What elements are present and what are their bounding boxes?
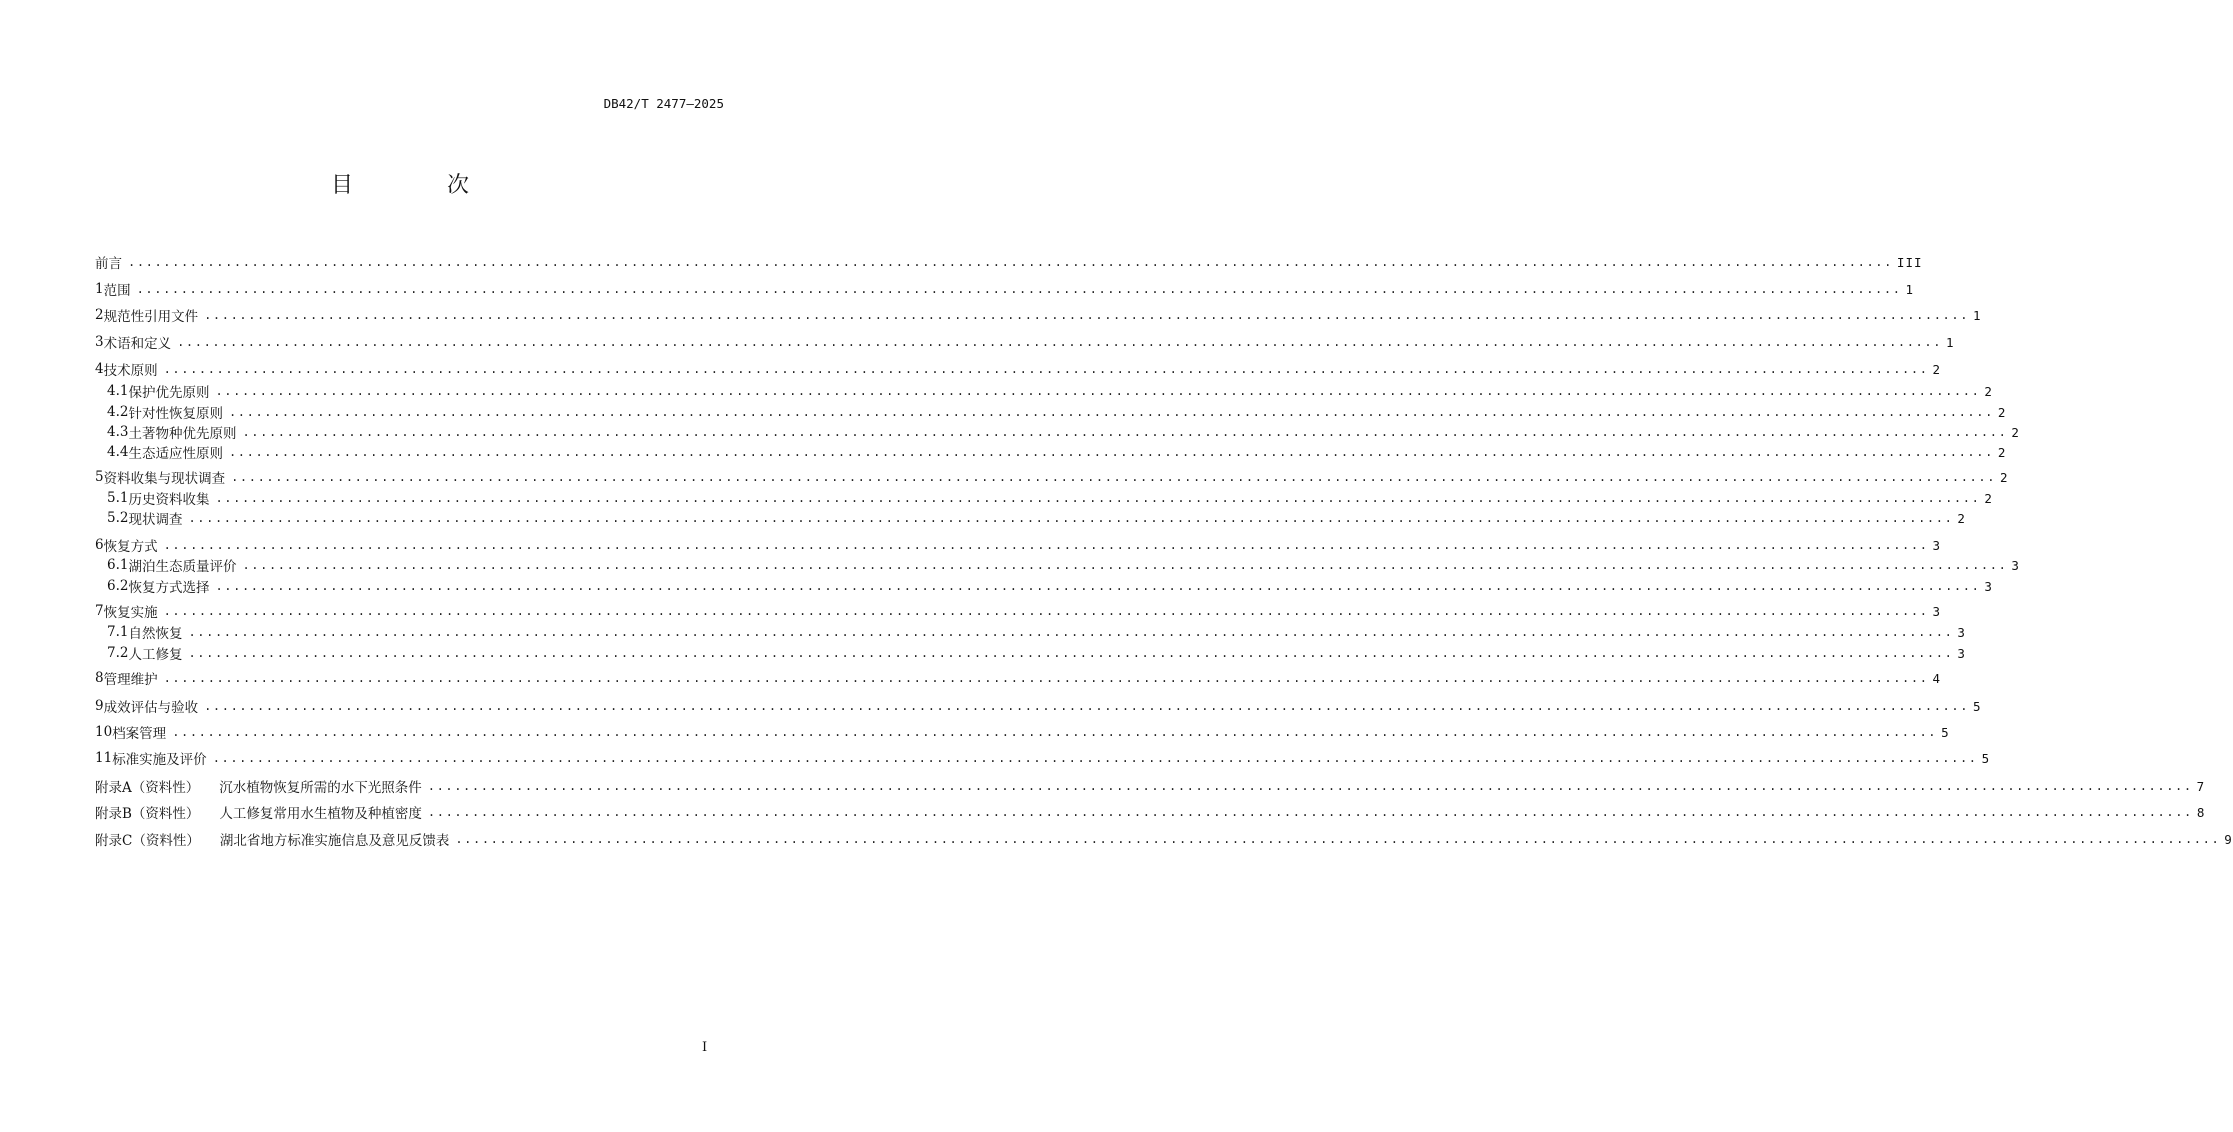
toc-entry[interactable] (95, 467, 2009, 487)
toc-entry-page: 5 (1981, 750, 1991, 766)
toc-entry-number: 附录B（资料性） (95, 806, 200, 822)
toc-entry[interactable] (95, 829, 2233, 849)
toc-entry[interactable] (95, 442, 2007, 462)
toc-entry-number: 6.2 (107, 578, 129, 594)
toc-leader-dots: ........................................................................................................................................................................................................ (163, 604, 1929, 618)
toc-entry-label: 规范性引用文件 (103, 309, 199, 325)
toc-entry-label: 湖泊生态质量评价 (128, 559, 237, 575)
toc-entry-label: 恢复方式选择 (128, 580, 210, 596)
toc-leader-dots: ........................................................................................................................................................................................................ (163, 538, 1929, 552)
toc-entry-number: 4 (95, 361, 104, 377)
toc-leader-dots: ........................................................................................................................................................................................................ (163, 671, 1929, 685)
toc-entry-page: 2 (1984, 490, 1993, 506)
toc-entry-page: 9 (2224, 831, 2233, 847)
toc-leader-dots: ........................................................................................................................................................................................................ (204, 308, 1970, 322)
toc-leader-dots: ........................................................................................................................................................................................................ (242, 425, 2008, 439)
toc-leader-dots: ........................................................................................................................................................................................................ (177, 335, 1943, 349)
toc-entry[interactable] (95, 622, 1966, 642)
toc-entry-label: 资料收集与现状调查 (103, 471, 226, 487)
toc-entry-number: 5 (95, 469, 104, 485)
toc-leader-dots: ........................................................................................................................................................................................................ (228, 405, 1994, 419)
toc-leader-dots: ........................................................................................................................................................................................................ (228, 445, 1994, 459)
toc-entry-page: 4 (1932, 670, 1942, 686)
page-number: I (702, 1040, 708, 1055)
toc-entry-page: 3 (1984, 578, 1993, 594)
toc-entry-page: 2 (2000, 469, 2009, 485)
toc-entry-page: 2 (2011, 424, 2020, 440)
toc-entry[interactable] (95, 643, 1966, 663)
toc-entry-number: 2 (95, 307, 104, 323)
toc-entry-page: 2 (1932, 361, 1942, 377)
toc-leader-dots: ........................................................................................................................................................................................................ (188, 511, 1954, 525)
toc-entry-number: 10 (95, 724, 113, 740)
toc-entry-page: 1 (1946, 334, 1955, 350)
toc-leader-dots: ........................................................................................................................................................................................................ (215, 384, 1981, 398)
toc-entry-number: 8 (95, 670, 104, 686)
toc-entry[interactable] (95, 332, 1955, 352)
toc-entry[interactable] (95, 305, 1982, 325)
toc-entry-label: 技术原则 (103, 363, 158, 379)
toc-entry-label: 恢复方式 (103, 539, 158, 555)
toc-entry-page: 5 (1973, 698, 1982, 714)
toc-entry-number: 3 (95, 334, 104, 350)
toc-leader-dots: ........................................................................................................................................................................................................ (172, 725, 1938, 739)
page-title: 目 次 (330, 173, 505, 198)
toc-entry-page: III (1896, 254, 1923, 270)
toc-entry-label: 历史资料收集 (128, 492, 210, 508)
toc-entry-label: 沉水植物恢复所需的水下光照条件 (219, 780, 422, 796)
toc-entry-label: 土著物种优先原则 (128, 426, 237, 442)
toc-entry[interactable] (95, 402, 2007, 422)
toc-entry-number: 附录A（资料性） (95, 780, 200, 796)
toc-entry-label: 生态适应性原则 (128, 446, 223, 462)
toc-entry-label: 湖北省地方标准实施信息及意见反馈表 (219, 833, 450, 849)
toc-leader-dots: ........................................................................................................................................................................................................ (136, 282, 1902, 296)
toc-leader-dots: ........................................................................................................................................................................................................ (163, 362, 1929, 376)
toc-entry-number: 1 (95, 281, 104, 297)
toc-entry-number: 11 (95, 750, 113, 766)
toc-entry-label: 档案管理 (112, 726, 167, 742)
toc-leader-dots: ........................................................................................................................................................................................................ (212, 751, 1978, 765)
toc-entry-number: 6.1 (107, 557, 129, 573)
toc-entry-page: 3 (1957, 624, 1966, 640)
toc-entry[interactable] (95, 555, 2020, 575)
toc-entry-label: 术语和定义 (103, 336, 172, 352)
document-code: DB42/T 2477—2025 (603, 96, 724, 111)
toc-entry-number: 7.2 (107, 645, 129, 661)
toc-entry-number: 7.1 (107, 624, 129, 640)
toc-entry[interactable] (95, 508, 1966, 528)
toc-entry-page: 2 (1984, 383, 1993, 399)
toc-entry[interactable] (95, 576, 1993, 596)
toc-entry-page: 7 (2196, 778, 2206, 794)
toc-leader-dots: ........................................................................................................................................................................................................ (455, 832, 2221, 846)
toc-entry-label: 现状调查 (128, 512, 183, 528)
toc-entry-label: 人工修复 (128, 647, 183, 663)
toc-leader-dots: ........................................................................................................................................................................................................ (427, 779, 2193, 793)
toc-entry-page: 3 (1932, 537, 1942, 553)
toc-leader-dots: ........................................................................................................................................................................................................ (231, 470, 1997, 484)
toc-entry-page: 2 (1997, 444, 2007, 460)
toc-entry-page: 3 (1957, 645, 1966, 661)
toc-entry-label: 成效评估与验收 (103, 700, 199, 716)
toc-entry-number: 4.2 (107, 404, 129, 420)
toc-leader-dots: ........................................................................................................................................................................................................ (242, 558, 2008, 572)
toc-entry-page: 5 (1941, 724, 1950, 740)
toc-leader-dots: ........................................................................................................................................................................................................ (215, 579, 1981, 593)
toc-leader-dots: ........................................................................................................................................................................................................ (188, 625, 1954, 639)
toc-entry-label: 自然恢复 (128, 626, 183, 642)
toc-entry-page: 2 (1957, 510, 1966, 526)
toc-entry[interactable] (95, 668, 1942, 688)
toc-entry[interactable] (95, 252, 1923, 272)
toc-entry-label: 人工修复常用水生植物及种植密度 (219, 806, 422, 822)
toc-entry-page: 3 (1932, 603, 1942, 619)
toc-entry-label: 保护优先原则 (128, 385, 210, 401)
toc-entry[interactable] (95, 776, 2206, 796)
toc-entry[interactable] (95, 601, 1942, 621)
toc-leader-dots: ........................................................................................................................................................................................................ (204, 699, 1970, 713)
toc-leader-dots: ........................................................................................................................................................................................................ (128, 255, 1893, 269)
toc-entry[interactable] (95, 359, 1942, 379)
toc-entry[interactable] (95, 696, 1982, 716)
toc-entry[interactable] (95, 722, 1950, 742)
toc-leader-dots: ........................................................................................................................................................................................................ (188, 646, 1954, 660)
toc-entry-label: 标准实施及评价 (112, 752, 207, 768)
toc-entry-page: 3 (2011, 557, 2020, 573)
toc-entry-page: 8 (2196, 804, 2206, 820)
toc-entry-page: 2 (1997, 404, 2007, 420)
toc-entry[interactable] (95, 488, 1993, 508)
toc-entry[interactable] (95, 802, 2206, 822)
toc-entry-number: 4.1 (107, 383, 129, 399)
toc-entry-page: 1 (1905, 281, 1915, 297)
toc-entry-label: 恢复实施 (103, 605, 158, 621)
toc-entry-label: 针对性恢复原则 (128, 406, 223, 422)
toc-entry-number: 5.2 (107, 510, 129, 526)
toc-entry-number: 附录C（资料性） (95, 833, 200, 849)
toc-entry-number: 6 (95, 537, 104, 553)
toc-entry-label: 管理维护 (103, 672, 158, 688)
toc-entry-label: 范围 (103, 283, 131, 299)
toc-leader-dots: ........................................................................................................................................................................................................ (427, 805, 2193, 819)
toc-entry-number: 7 (95, 603, 104, 619)
toc-entry-number: 4.3 (107, 424, 129, 440)
toc-entry-number: 4.4 (107, 444, 129, 460)
toc-entry[interactable] (95, 279, 1915, 299)
toc-leader-dots: ........................................................................................................................................................................................................ (215, 491, 1981, 505)
toc-entry-number: 9 (95, 698, 104, 714)
toc-entry-page: 1 (1973, 307, 1982, 323)
toc-entry-label: 前言 (95, 256, 122, 272)
toc-entry[interactable] (95, 381, 1993, 401)
toc-entry[interactable] (95, 422, 2020, 442)
toc-entry-number: 5.1 (107, 490, 129, 506)
toc-entry[interactable] (95, 535, 1942, 555)
toc-entry[interactable] (95, 748, 1991, 768)
